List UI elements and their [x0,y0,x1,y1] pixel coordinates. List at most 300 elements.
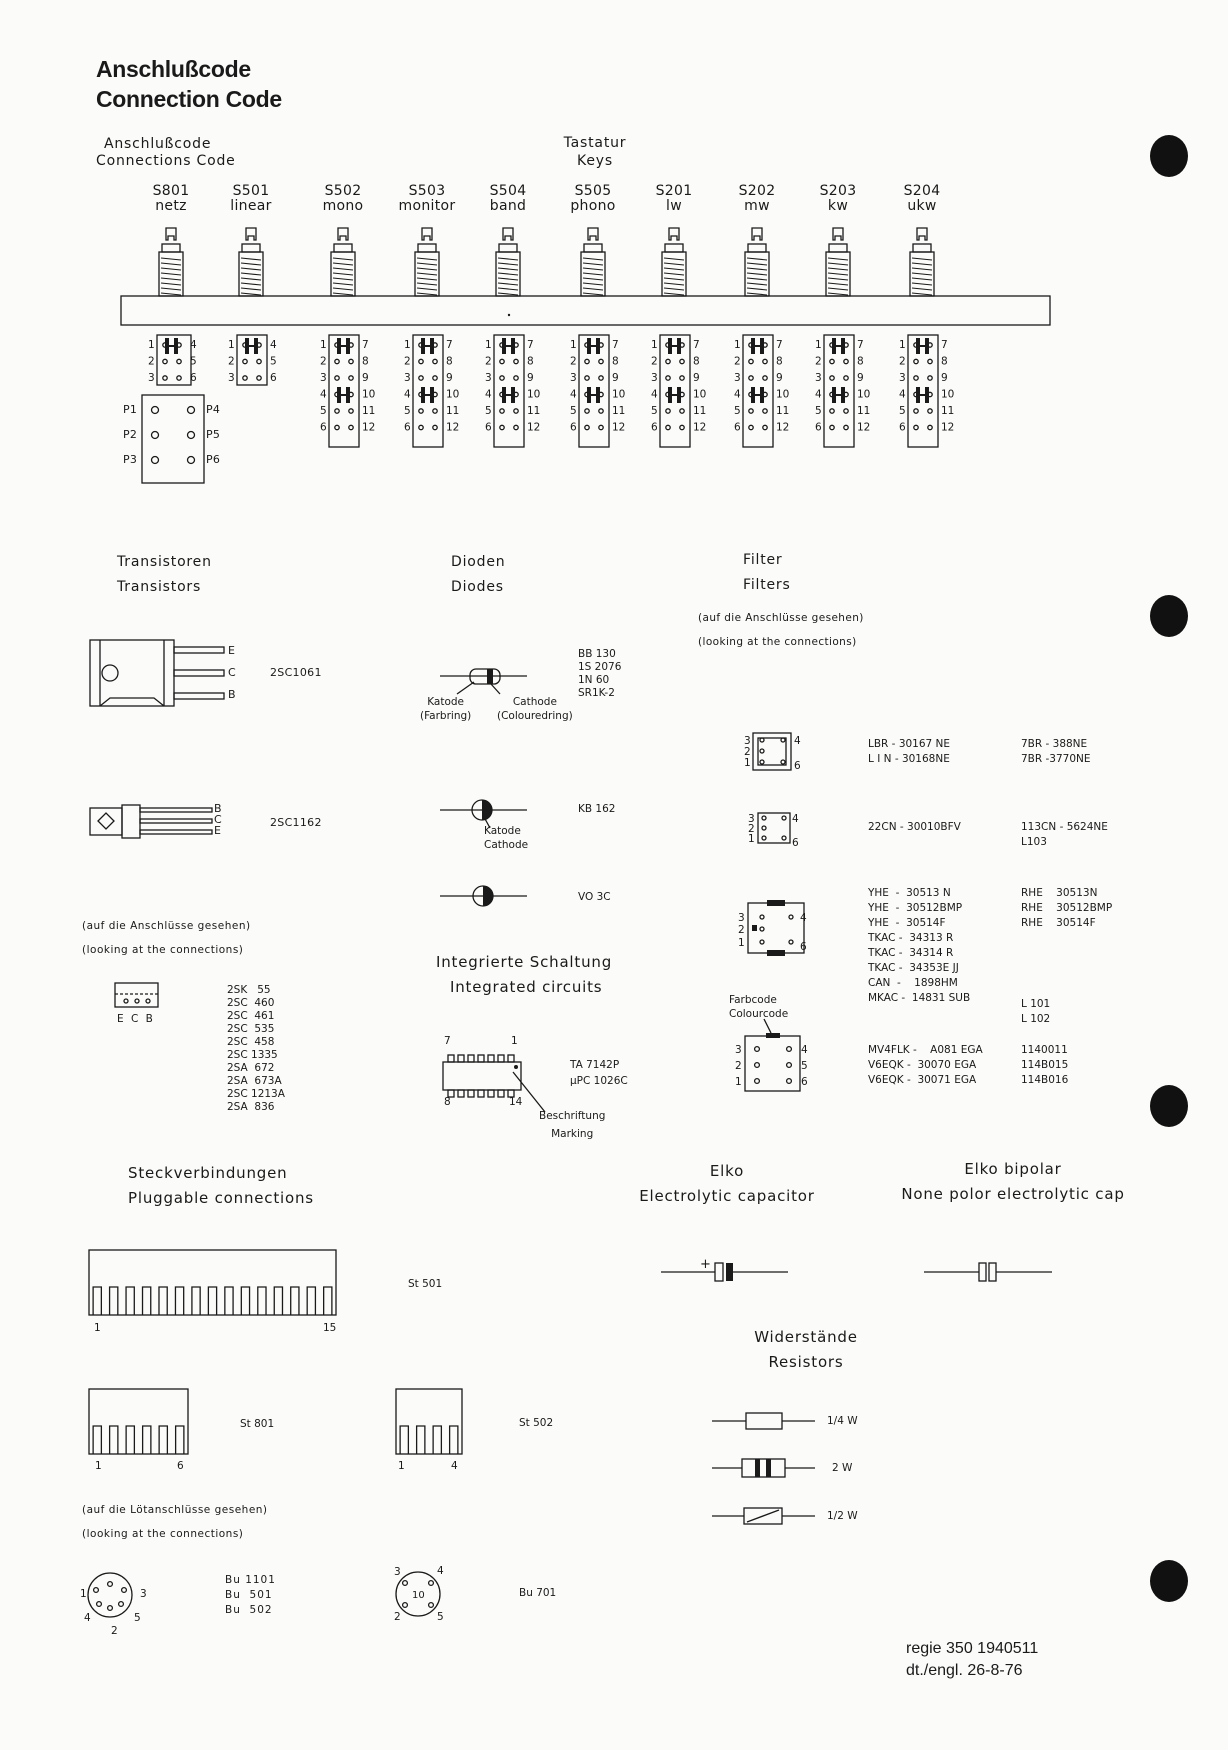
filter-pin-number: 3 [744,735,751,747]
list-item: 2SC 535 [227,1023,275,1035]
pin-number: 7 [857,339,864,351]
document-reference: regie 350 1940511 dt./engl. 26-8-76 [906,1640,1039,1679]
list-item: 7BR -3770NE [1021,753,1091,765]
pin-number: 9 [612,372,619,384]
din-pin [429,1603,434,1608]
pin-number: 4 [815,388,822,401]
filter3-tab [767,950,785,956]
filter-pin [782,816,786,820]
din-pin [97,1602,102,1607]
ic-pin [468,1090,474,1097]
filter-pin-number: 6 [794,760,801,772]
ic-pin [488,1090,494,1097]
pin-number: 7 [362,339,369,351]
pin-number: 1 [320,339,327,351]
pin-number: 11 [527,405,541,417]
pin-number: 8 [941,355,948,368]
transistor2-lead [140,830,212,834]
list-item: 2SC 1213A [227,1088,285,1100]
transistor2-body [90,808,122,835]
pin-number: 9 [362,372,369,384]
pin-number: 4 [270,339,277,351]
st502-label: St 502 [519,1417,554,1429]
list-item: RHE 30512BMP [1021,902,1113,914]
filter2-body [758,813,790,843]
pin-number: 12 [776,421,790,434]
pin-number: 2 [148,355,155,368]
filter-pin-number: 3 [738,912,745,924]
diode-katode-label: Katode (Farbring) [420,696,472,722]
pin-number: 1 [485,339,492,351]
diode2-band [482,800,492,820]
filter-pin-number: 1 [735,1076,742,1088]
diode-pointer [457,682,474,694]
pin-number: 1 [404,339,411,351]
ic-pin [488,1055,494,1062]
plug-st502-pin [433,1426,441,1454]
pin-number: 12 [446,421,460,434]
st502-pin-first: 1 [398,1460,405,1472]
pin-number: 3 [734,372,741,384]
farbcode-label: Farbcode Colourcode [729,994,789,1020]
pin-number: 5 [899,405,906,417]
filter-pin-number: 4 [801,1044,808,1056]
diode3-type: VO 3C [578,891,611,903]
pin-number: 5 [404,405,411,417]
pin-number: 9 [857,372,864,384]
list-item: 2SA 672 [227,1062,275,1074]
filter-pin [789,915,793,919]
plug-st501-pin [110,1287,118,1315]
filter-pin [760,927,764,931]
din-pin-number: 3 [140,1588,147,1600]
ic-pin [468,1055,474,1062]
plug-st801-pin [93,1426,101,1454]
pin-label-p1: P1 [123,403,138,416]
pin-number: 2 [320,355,327,368]
list-item: CAN - 1898HM [868,977,958,989]
list-item: TKAC - 34353E JJ [868,962,959,974]
ic-pin [458,1055,464,1062]
resistor-rating-half: 1/2 W [827,1510,858,1522]
list-item: 2SA 836 [227,1101,275,1113]
pin-number: 3 [404,372,411,384]
title-en: Connection Code [96,86,282,112]
filter-pin [787,1079,792,1084]
switch-label-s204: S204 ukw [903,183,941,214]
switch-label-s505: S505 phono [570,183,616,214]
list-item: L103 [1021,836,1047,848]
din-pin-number: 5 [437,1611,444,1623]
transistor-pin-e: E [228,644,236,657]
plug-st502-pin [417,1426,425,1454]
diode-pointer [491,684,500,694]
filter-pin-number: 2 [738,924,745,936]
plug-st501-pin [192,1287,200,1315]
pin-number: 12 [362,421,376,434]
transistor2-pin-c: C [214,813,222,826]
transistor2-case [122,805,140,838]
filter-pin [760,915,764,919]
pin-number: 3 [815,372,822,384]
pin-number: 2 [815,355,822,368]
filter-pin-number: 2 [748,823,755,835]
pin-number: 2 [651,355,658,368]
plug-st502 [396,1389,462,1454]
ic-pin-1: 1 [511,1035,518,1047]
list-item: 2SA 673A [227,1075,282,1087]
ic-pin [508,1055,514,1062]
filter-pin-number: 1 [738,937,745,949]
transistor-lead [174,670,224,676]
din-pin-number: 3 [394,1566,401,1578]
list-item: 2SC 461 [227,1010,275,1022]
filter-pin [781,738,785,742]
pin-label-p4: P4 [206,403,221,416]
pin-number: 9 [941,372,948,384]
list-item: Bu 501 [225,1589,273,1601]
list-item: 1S 2076 [578,661,622,673]
filter-pin-number: 5 [801,1060,808,1072]
pin-number: 7 [612,339,619,351]
filter-pin [760,749,764,753]
diode3-band [483,886,493,906]
switch-label-s503: S503 monitor [398,183,456,214]
pin-number: 1 [734,339,741,351]
list-item: 2SK 55 [227,984,271,996]
plug-st501-pin [324,1287,332,1315]
plug-st501-pin [225,1287,233,1315]
pin-number: 4 [651,388,658,401]
st801-pin-last: 6 [177,1460,184,1472]
list-item: TKAC - 34314 R [868,947,954,959]
pin-number: 3 [148,372,155,384]
din-pin [94,1588,99,1593]
elko-plate [715,1263,723,1281]
st801-label: St 801 [240,1418,275,1430]
din-pin-number: 2 [394,1611,401,1623]
din-pin-number: 2 [111,1625,118,1637]
plug-st501-pin [126,1287,134,1315]
pin-number: 7 [527,339,534,351]
pin-number: 5 [485,405,492,417]
list-item: 22CN - 30010BFV [868,821,961,833]
filters-note: (auf die Anschlüsse gesehen) (looking at the connections) [698,612,864,648]
plus-sign: + [700,1257,711,1272]
pin-number: 11 [612,405,626,417]
transistors-heading: Transistoren Transistors [117,554,212,595]
list-item: YHE - 30512BMP [868,902,963,914]
ic-marking-label: Beschriftung Marking [539,1110,606,1140]
switch-label-s202: S202 mw [738,183,776,214]
pin-number: 8 [612,355,619,368]
pin-number: 1 [228,339,235,351]
filter3-tab [767,900,785,906]
filter-pin [762,826,766,830]
pin-number: 5 [651,405,658,417]
pin-number: 2 [404,355,411,368]
diode-cathode-label: Cathode (Colouredring) [497,696,573,722]
list-item: L 102 [1021,1013,1051,1025]
ic-pin [448,1055,454,1062]
pin-number: 12 [612,421,626,434]
pin-number: 5 [734,405,741,417]
list-item: V6EQK - 30071 EGA [868,1074,977,1086]
din-pin-number: 4 [84,1612,91,1624]
pin-number: 3 [485,372,492,384]
pin-number: 5 [320,405,327,417]
pin-number: 8 [362,355,369,368]
pin-number: 4 [899,388,906,401]
ic-pin [498,1090,504,1097]
pin-number: 4 [320,388,327,401]
st801-pin-first: 1 [95,1460,102,1472]
ic-pin [508,1090,514,1097]
list-item: V6EQK - 30070 EGA [868,1059,977,1071]
resistor-2w [742,1459,785,1477]
list-item: 2SC 460 [227,997,275,1009]
list-item: 2SC 458 [227,1036,275,1048]
din-pin-number: 10 [412,1590,425,1601]
pin-number: 2 [570,355,577,368]
filter4-colour-mark [766,1033,780,1038]
pin-number: 10 [857,388,871,401]
list-item: Bu 502 [225,1604,273,1616]
filter-pin-number: 2 [744,746,751,758]
plug-st801-pin [126,1426,134,1454]
pin-number: 10 [362,388,376,401]
filter-pin [762,816,766,820]
list-item: 114B015 [1021,1059,1069,1071]
pin-number: 6 [190,372,197,384]
list-item: YHE - 30513 N [868,887,951,899]
pin-number: 7 [941,339,948,351]
pin-number: 2 [485,355,492,368]
ic-heading: Integrierte Schaltung Integrated circuits [436,953,613,996]
st501-pin-first: 1 [94,1322,101,1334]
pin-number: 9 [693,372,700,384]
filter-pin [762,836,766,840]
transistor2-pin-e: E [214,824,222,837]
plug-st801-pin [159,1426,167,1454]
filter-pin-number: 4 [794,735,801,747]
plug-st501-pin [143,1287,151,1315]
transistor-type-1: 2SC1061 [270,666,322,679]
filter-pin [760,760,764,764]
pin-number: 3 [570,372,577,384]
ic-pin [448,1090,454,1097]
filter-pin-number: 3 [748,813,755,825]
filter-pin [755,1047,760,1052]
filter-pin [787,1063,792,1068]
pin-number: 9 [527,372,534,384]
elko-heading: Elko Electrolytic capacitor [639,1162,815,1205]
list-item: TKAC - 34313 R [868,932,954,944]
pin-number: 8 [446,355,453,368]
filter-pin-number: 3 [735,1044,742,1056]
filter-pin-number: 1 [744,757,751,769]
plug-st501-pin [258,1287,266,1315]
ic-body [443,1062,521,1090]
transistor-ecb-pin [135,999,139,1003]
pin-number: 3 [320,372,327,384]
resistor-rating-2w: 2 W [832,1462,853,1474]
transistor2-pin-b: B [214,802,222,815]
resistors-heading: Widerstände Resistors [754,1328,858,1371]
pin-number: 6 [404,421,411,434]
plug-st502-pin [450,1426,458,1454]
pin-label-p5: P5 [206,428,221,441]
plug-st501-pin [291,1287,299,1315]
pin-number: 1 [815,339,822,351]
ic-pin [498,1055,504,1062]
plug-st501-pin [208,1287,216,1315]
pin-number: 6 [651,421,658,434]
filter-pin-number: 6 [792,837,799,849]
ecb-label: E C B [117,1013,155,1025]
title-de: Anschlußcode [96,56,251,82]
list-item: SR1K-2 [578,687,615,699]
filter-pin [781,760,785,764]
pin-number: 11 [446,405,460,417]
pin-number: 10 [612,388,626,401]
filter-pin-number: 6 [801,1076,808,1088]
pin-number: 5 [270,355,277,368]
filter3-mark [752,925,757,931]
filter-pin [789,940,793,944]
ic-pin [458,1090,464,1097]
ic-pin-7: 7 [444,1035,451,1047]
list-item: BB 130 [578,648,616,660]
st501-pin-last: 15 [323,1322,337,1334]
list-item: RHE 30514F [1021,917,1096,929]
pin-number: 7 [446,339,453,351]
pin-number: 4 [734,388,741,401]
list-item: 7BR - 388NE [1021,738,1088,750]
din-pin [122,1588,127,1593]
diode2-type: KB 162 [578,803,616,815]
pin-number: 11 [941,405,955,417]
plugs-heading: Steckverbindungen Pluggable connections [128,1164,314,1207]
pin-number: 4 [570,388,577,401]
pin-number: 10 [693,388,707,401]
din-pin [119,1602,124,1607]
plug-st501-pin [93,1287,101,1315]
elko-bipolar-heading: Elko bipolar None polor electrolytic cap [901,1160,1125,1203]
transistor-ecb-pin [124,999,128,1003]
pin-number: 1 [570,339,577,351]
pin-label-p2: P2 [123,428,138,441]
pin-number: 11 [693,405,707,417]
filter-pin [755,1063,760,1068]
filter-pin [760,940,764,944]
resistor-quarter-w [746,1413,782,1429]
ic-pin [478,1090,484,1097]
pin-number: 3 [228,372,235,384]
ic-pin [478,1055,484,1062]
elko-bipolar-plate [989,1263,996,1281]
filter4-body [745,1036,800,1091]
list-item: L I N - 30168NE [868,753,950,765]
keys-label: Tastatur Keys [563,135,627,169]
plug-st502-pin [400,1426,408,1454]
plug-st501-pin [307,1287,315,1315]
filter-pin-number: 6 [800,941,807,953]
switch-label-s501: S501 linear [230,183,272,214]
st502-pin-last: 4 [451,1460,458,1472]
transistor2-lead [140,808,212,812]
pin-number: 12 [527,421,541,434]
switch-label-s801: S801 netz [152,183,190,214]
resistor-2w-band [766,1459,771,1477]
elko-plate-negative [726,1263,733,1281]
list-item: YHE - 30514F [868,917,946,929]
plug-st501-pin [159,1287,167,1315]
din-pin [108,1606,113,1611]
pin-number: 12 [941,421,955,434]
pin-number: 5 [570,405,577,417]
plugs-note: (auf die Lötanschlüsse gesehen) (looking at the connections) [82,1504,268,1540]
plug-st501-pin [241,1287,249,1315]
switch-label-s203: S203 kw [819,183,857,214]
plug-st501-pin [175,1287,183,1315]
pin-number: 7 [693,339,700,351]
pin-number: 10 [446,388,460,401]
pin-number: 4 [485,388,492,401]
diodes-heading: Dioden Diodes [451,554,506,595]
pin-label-p3: P3 [123,453,138,466]
transistor-lead [174,647,224,653]
transistor-ecb-pin [146,999,150,1003]
pin-number: 4 [404,388,411,401]
list-item: 1N 60 [578,674,610,686]
list-item: 114B016 [1021,1074,1069,1086]
din-pin-number: 5 [134,1612,141,1624]
plug-st801-pin [176,1426,184,1454]
pin-number: 6 [734,421,741,434]
din-pin [429,1581,434,1586]
pin-number: 10 [776,388,790,401]
pin-number: 9 [446,372,453,384]
pin-number: 6 [320,421,327,434]
diode2-katode-label: Katode Cathode [484,825,529,851]
ic-pin1-dot [514,1065,518,1069]
pin-number: 8 [776,355,783,368]
pin-number: 4 [190,339,197,351]
plug-st501-pin [274,1287,282,1315]
list-item: 113CN - 5624NE [1021,821,1108,833]
ic-pin-14: 14 [509,1096,523,1108]
list-item: MV4FLK - A081 EGA [868,1044,983,1056]
plug-st801-pin [110,1426,118,1454]
ic-type-list: TA 7142P µPC 1026C [570,1059,628,1087]
list-item: 1140011 [1021,1044,1068,1056]
pin-number: 12 [693,421,707,434]
list-item: 2SC 1335 [227,1049,278,1061]
pin-number: 8 [857,355,864,368]
ic-pin-8: 8 [444,1096,451,1108]
bu701-label: Bu 701 [519,1587,557,1599]
pin-number: 3 [899,372,906,384]
pin-number: 6 [815,421,822,434]
pin-number: 11 [857,405,871,417]
pin-number: 2 [228,355,235,368]
pin-number: 11 [362,405,376,417]
list-item: Bu 1101 [225,1574,276,1586]
pin-label-p6: P6 [206,453,221,466]
diode-ring [487,669,493,684]
transistor-pin-c: C [228,666,236,679]
